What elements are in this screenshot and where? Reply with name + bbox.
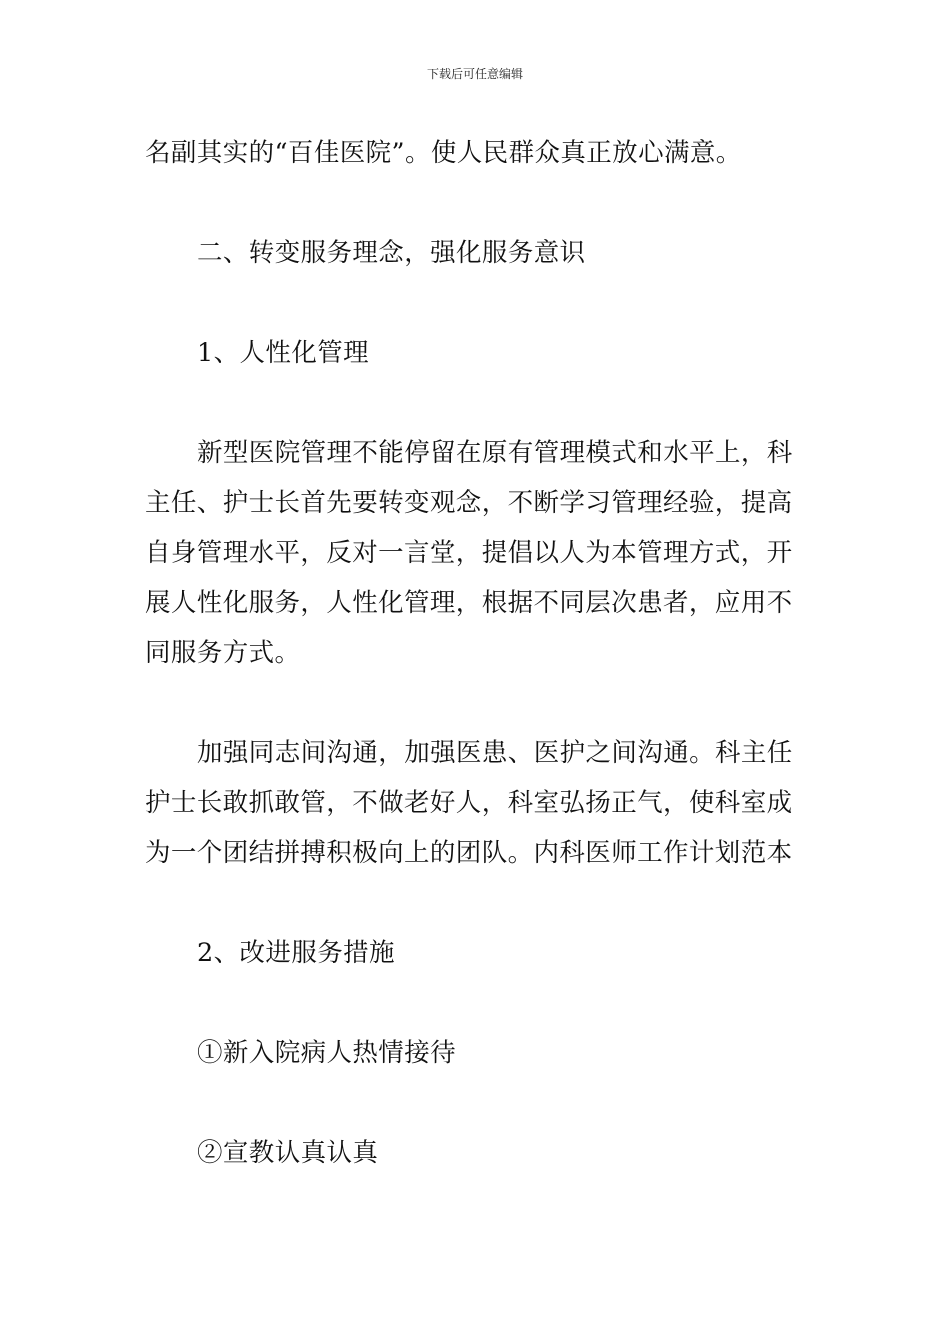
document-body	[145, 128, 810, 1178]
section-heading-2: 二、转变服务理念，强化服务意识	[197, 238, 586, 268]
paragraph-management: 新型医院管理不能停留在原有管理模式和水平上，科主任、护士长首先要转变观念，不断学习管理经验，提高自身管理水平，反对一言堂，提倡以人为本管理方式，开展人性化服务，人性化管理，根据不同层次患者，应用不同服务方式。	[145, 438, 793, 668]
subsection-heading-2: 2、改进服务措施	[197, 938, 395, 968]
paragraph-continuation: 名副其实的“百佳医院”。使人民群众真正放心满意。	[145, 138, 742, 168]
paragraph-communication: 加强同志间沟通，加强医患、医护之间沟通。科主任护士长敢抓敢管，不做老好人，科室弘扬正气，使科室成为一个团结拼搏积极向上的团队。内科医师工作计划范本	[145, 738, 793, 868]
subsection-heading-1: 1、人性化管理	[197, 338, 370, 368]
list-item-1: ①新入院病人热情接待	[197, 1038, 457, 1068]
list-item-2: ②宣教认真认真	[197, 1138, 379, 1168]
page-header: 下载后可任意编辑	[426, 67, 523, 81]
